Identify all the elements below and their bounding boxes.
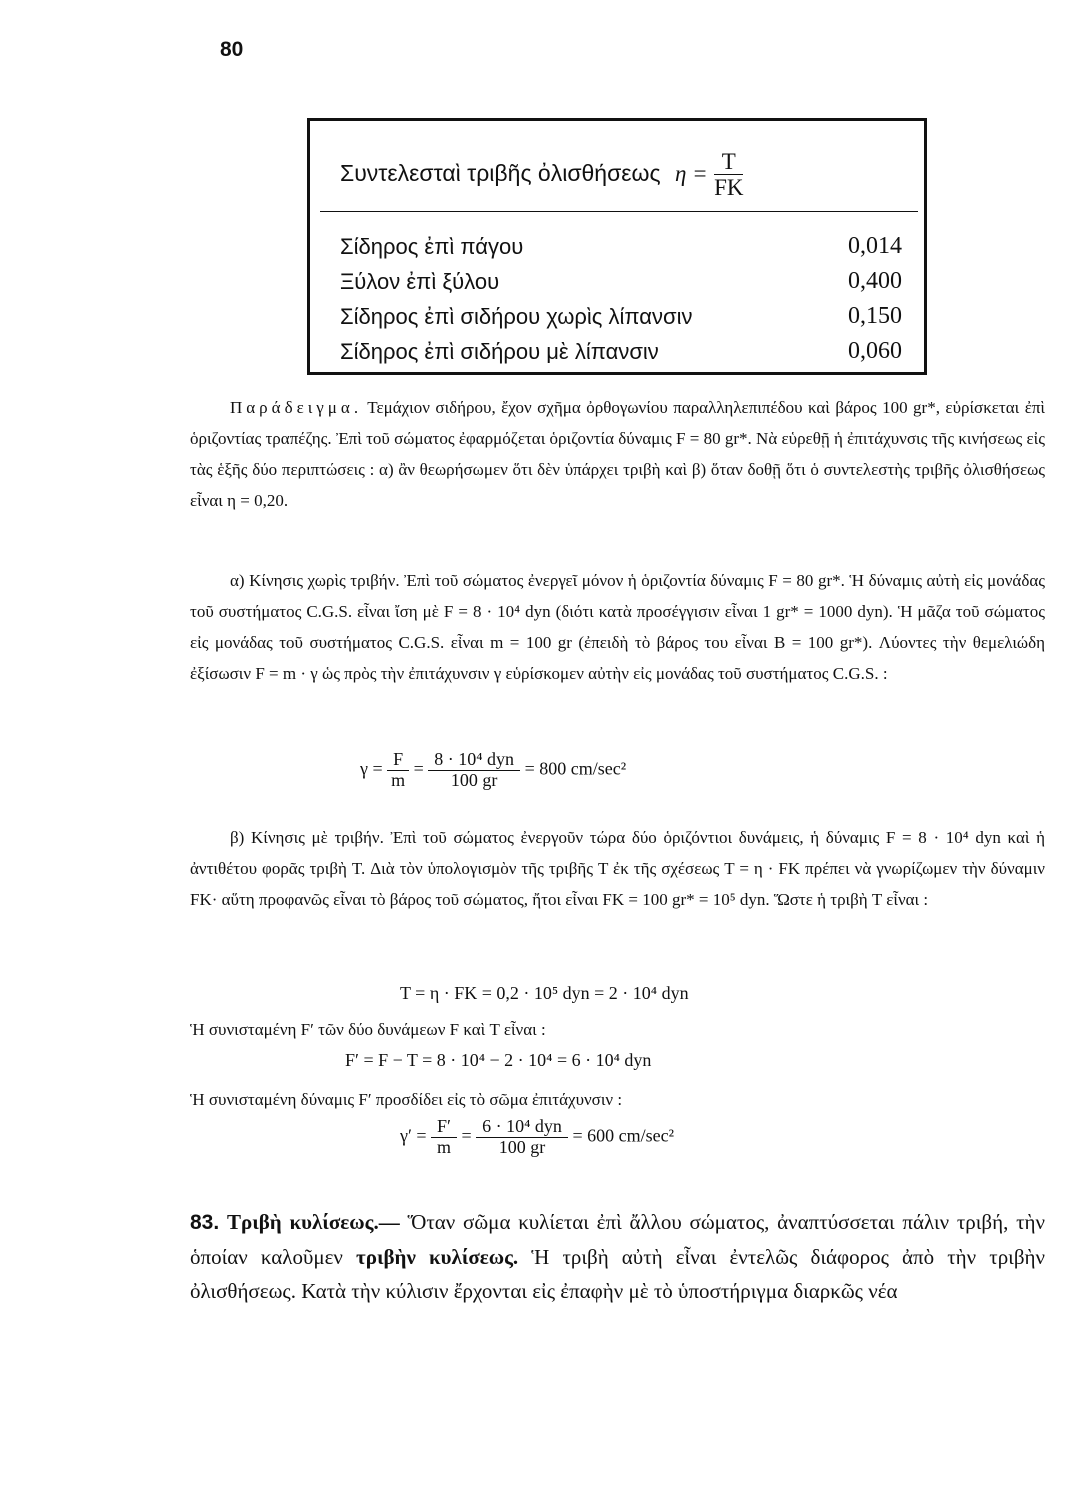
section-text-1: Ὅταν σῶμα κυλίεται ἐπὶ ἄλλου σώματος, ἀναπτύσσεται πάλιν τριβή, τὴν ὁποίαν καλοῦμεν (190, 1210, 1046, 1269)
table-row (340, 299, 902, 334)
eq-fraction-1 (387, 750, 409, 791)
section-number: 83. (190, 1211, 220, 1234)
friction-coefficients-table (307, 118, 927, 375)
part-a-paragraph (190, 565, 1045, 689)
eq-numerator: F′ (431, 1117, 457, 1138)
table-caption-text: Συντελεσταὶ τριβῆς ὀλισθήσεως (340, 159, 661, 186)
equation-friction: T = η · FΚ = 0,2 · 10⁵ dyn = 2 · 10⁴ dyn (400, 983, 689, 1003)
eq-denominator: m (437, 1136, 452, 1157)
example-paragraph (190, 392, 1045, 516)
formula-denominator: FΚ (714, 175, 744, 201)
equation-gamma-prime (400, 1117, 674, 1158)
acceleration-intro-text: Ἡ συνισταμένη δύναμις F′ προσδίδει εἰς τὸ σῶμα ἐπιτάχυνσιν : (190, 1090, 623, 1109)
example-text: Τεμάχιον σιδήρου, ἔχον σχῆμα ὀρθογωνίου παραλληλεπιπέδου καὶ βάρος 100 gr*, εὑρίσκεται ἐπὶ ὁριζοντίας τραπέζης. Ἐπὶ τοῦ σώματος ἐφαρμόζεται ὁριζοντία δύναμις F = 80 gr*. Νὰ εὑρεθῇ ἡ ἐπιτάχυνσις τῆς κινήσεως εἰς τὰς ἑξῆς δύο περιπτώσεις : α) ἂν θεωρήσωμεν ὅτι δὲν ὑπάρχει τριβὴ καὶ β) ὅταν δοθῇ ὅτι ὁ συντελεστὴς τριβῆς ὀλισθήσεως εἶναι η = 0,20. (190, 398, 1045, 510)
eq-result: = 600 cm/sec² (572, 1125, 674, 1146)
part-a-text: α) Κίνησις χωρὶς τριβήν. Ἐπὶ τοῦ σώματος ἐνεργεῖ μόνον ἡ ὁριζοντία δύναμις F = 80 gr*. Ἡ δύναμις αὐτὴ εἰς μονάδας τοῦ συστήματος C.G.S. εἶναι ἴση μὲ F = 8 · 10⁴ dyn (διότι κατὰ προσέγγισιν εἶναι 1 gr* = 1000 dyn). Ἡ μᾶζα τοῦ σώματος εἰς μονάδας τοῦ συστήματος C.G.S. εἶναι m = 100 gr (ἐπειδὴ τὸ βάρος του εἶναι B = 100 gr*). Λύοντες τὴν θεμελιώδη ἐξίσωσιν F = m · γ ὡς πρὸς τὴν ἐπιτάχυνσιν γ εὑρίσκομεν αὐτὴν εἰς μονάδας τοῦ συστήματος C.G.S. : (190, 571, 1045, 683)
eq-lhs: γ = (360, 758, 383, 779)
acceleration-intro (190, 1084, 1045, 1115)
material-cell: Σίδηρος ἐπὶ πάγου (340, 233, 524, 259)
eq-numerator: 8 · 10⁴ dyn (428, 750, 520, 771)
table-caption (340, 149, 743, 201)
value-cell: 0,150 (848, 303, 902, 329)
section-text-2: Ἡ τριβὴ αὐτὴ εἶναι ἐντελῶς διάφορος ἀπὸ τὴν τριβὴν ὀλισθήσεως. Κατὰ τὴν κύλισιν ἔρχονται εἰς ἐπαφὴν μὲ τὸ ὑποστήριγμα διαρκῶς νέα (190, 1245, 1045, 1303)
eq-equals: = (461, 1125, 472, 1146)
eq-fraction-2 (428, 750, 520, 791)
part-b-text: β) Κίνησις μὲ τριβήν. Ἐπὶ τοῦ σώματος ἐνεργοῦν τώρα δύο ὁριζόντιοι δυνάμεις, ἡ δύναμις F = 8 · 10⁴ dyn καὶ ἡ ἀντιθέτου φορᾶς τριβὴ T. Διὰ τὸν ὑπολογισμὸν τῆς τριβῆς T ἐκ τῆς σχέσεως T = η · FΚ πρέπει νὰ γνωρίζωμεν τὴν δύναμιν FΚ· αὕτη προφανῶς εἶναι τὸ βάρος τοῦ σώματος, ἤτοι εἶναι FΚ = 100 gr* = 10⁵ dyn. Ὥστε ἡ τριβὴ T εἶναι : (190, 828, 1045, 909)
formula-numerator: T (714, 149, 743, 175)
material-cell: Σίδηρος ἐπὶ σιδήρου μὲ λίπανσιν (340, 338, 659, 364)
eq-result: = 800 cm/sec² (524, 758, 627, 779)
eq-fraction-1 (431, 1117, 457, 1158)
material-cell: Ξύλον ἐπὶ ξύλου (340, 268, 500, 294)
section-83 (190, 1205, 1045, 1308)
eq-denominator: m (391, 769, 406, 790)
value-cell: 0,400 (848, 268, 902, 294)
value-cell: 0,060 (848, 338, 902, 364)
eq-lhs: γ′ = (400, 1125, 427, 1146)
section-title: Τριβὴ κυλίσεως.— (226, 1210, 400, 1234)
formula-lhs: η = (674, 160, 708, 186)
equation-resultant: F′ = F − T = 8 · 10⁴ − 2 · 10⁴ = 6 · 10⁴ dyn (345, 1050, 652, 1070)
material-cell: Σίδηρος ἐπὶ σιδήρου χωρὶς λίπανσιν (340, 303, 693, 329)
section-term: τριβὴν κυλίσεως. (356, 1245, 519, 1269)
resultant-intro-text: Ἡ συνισταμένη F′ τῶν δύο δυνάμεων F καὶ T εἶναι : (190, 1020, 546, 1039)
equation-gamma (360, 750, 626, 791)
table-row (340, 229, 902, 264)
resultant-intro (190, 1014, 1045, 1045)
example-label: Παράδειγμα. (230, 398, 363, 417)
eq-denominator: 100 gr (498, 1136, 546, 1157)
eq-numerator: 6 · 10⁴ dyn (476, 1117, 568, 1138)
value-cell: 0,014 (848, 233, 902, 259)
table-divider (320, 211, 918, 212)
eq-fraction-2 (476, 1117, 568, 1158)
part-b-paragraph (190, 822, 1045, 915)
formula-fraction (714, 149, 743, 201)
table-rows (340, 229, 902, 369)
eq-denominator: 100 gr (450, 769, 498, 790)
table-row (340, 264, 902, 299)
eq-numerator: F (387, 750, 409, 771)
table-row (340, 334, 902, 369)
eq-equals: = (413, 758, 424, 779)
page-number: 80 (220, 38, 244, 61)
